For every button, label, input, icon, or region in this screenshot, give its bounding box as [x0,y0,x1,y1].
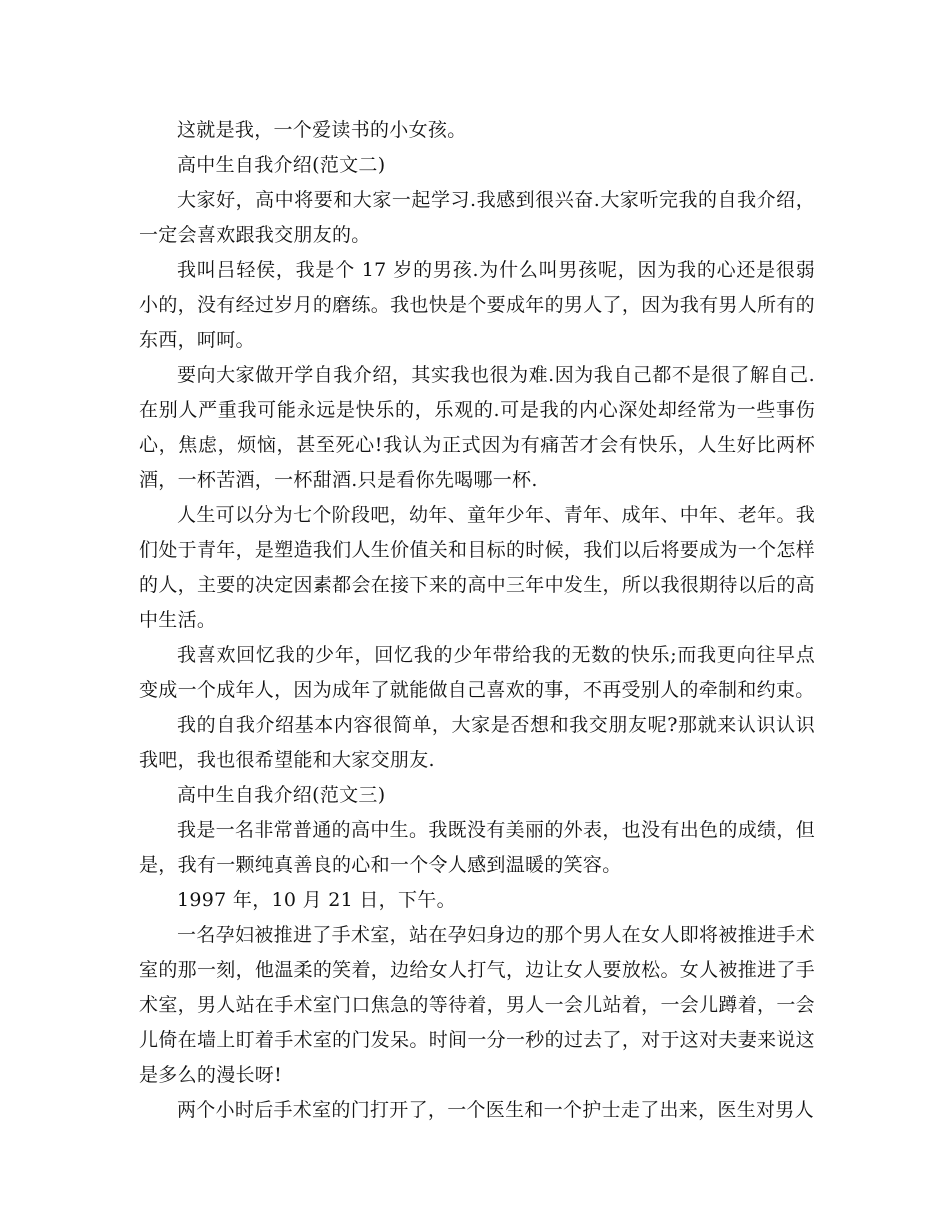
paragraph-3: 我叫吕轻侯，我是个 17 岁的男孩.为什么叫男孩呢，因为我的心还是很弱小的，没有经过岁月的磨练。我也快是个要成年的男人了，因为我有男人所有的东西，呵呵。 [139,259,815,351]
section-heading-3: 高中生自我介绍(范文三) [177,784,386,806]
paragraph-11: 两个小时后手术室的门打开了，一个医生和一个护士走了出来，医生对男人 [177,1099,814,1121]
paragraph-8: 我是一名非常普通的高中生。我既没有美丽的外表，也没有出色的成绩，但是，我有一颗纯真善良的心和一个令人感到温暖的笑容。 [139,819,815,876]
paragraph-5: 人生可以分为七个阶段吧，幼年、童年少年、青年、成年、中年、老年。我们处于青年，是塑造我们人生价值关和目标的时候，我们以后将要成为一个怎样的人，主要的决定因素都会在接下来的高中三年中发生，所以我很期待以后的高中生活。 [139,504,815,631]
paragraph-9: 1997 年，10 月 21 日，下午。 [177,889,456,911]
paragraph-7: 我的自我介绍基本内容很简单，大家是否想和我交朋友呢?那就来认识认识我吧，我也很希望能和大家交朋友. [139,714,815,771]
paragraph-10: 一名孕妇被推进了手术室，站在孕妇身边的那个男人在女人即将被推进手术室的那一刻，他温柔的笑着，边给女人打气，边让女人要放松。女人被推进了手术室，男人站在手术室门口焦急的等待着，男人一会儿站着，一会儿蹲着，一会儿倚在墙上盯着手术室的门发呆。时间一分一秒的过去了，对于这对夫妻来说这是多么的漫长呀! [139,924,815,1086]
section-heading-2: 高中生自我介绍(范文二) [177,154,386,176]
paragraph-6: 我喜欢回忆我的少年，回忆我的少年带给我的无数的快乐;而我更向往早点变成一个成年人，因为成年了就能做自己喜欢的事，不再受别人的牵制和约束。 [139,644,815,701]
document-body [139,113,815,1128]
paragraph-2: 大家好，高中将要和大家一起学习.我感到很兴奋.大家听完我的自我介绍，一定会喜欢跟我交朋友的。 [139,189,815,246]
paragraph-4: 要向大家做开学自我介绍，其实我也很为难.因为我自己都不是很了解自己.在别人严重我可能永远是快乐的，乐观的.可是我的内心深处却经常为一些事伤心，焦虑，烦恼，甚至死心!我认为正式因为有痛苦才会有快乐，人生好比两杯酒，一杯苦酒，一杯甜酒.只是看你先喝哪一杯. [139,364,815,491]
paragraph-1: 这就是我，一个爱读书的小女孩。 [177,119,467,141]
